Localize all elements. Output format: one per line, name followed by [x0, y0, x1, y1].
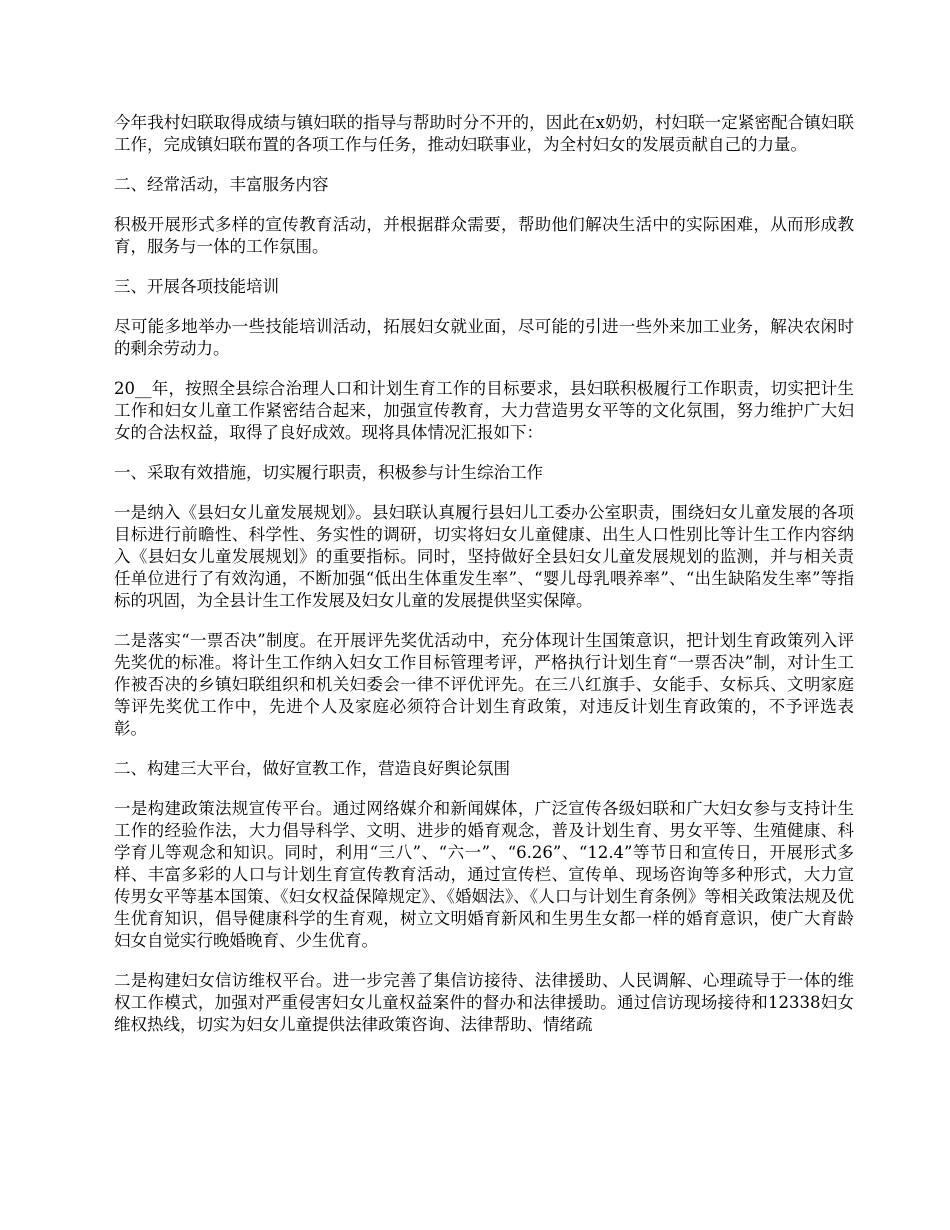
paragraph-activities: 积极开展形式多样的宣传教育活动，并根据群众需要，帮助他们解决生活中的实际困难，从而形成教育，服务与一体的工作氛围。	[114, 215, 854, 256]
paragraph-intro-conclusion: 今年我村妇联取得成绩与镇妇联的指导与帮助时分不开的，因此在x奶奶，村妇联一定紧密配合镇妇联工作，完成镇妇联布置的各项工作与任务，推动妇联事业，为全村妇女的发展贡献自己的力量。	[114, 113, 854, 154]
paragraph-development-plan: 一是纳入《县妇女儿童发展规划》。县妇联认真履行县妇儿工委办公室职责，围绕妇女儿童发展的各项目标进行前瞻性、科学性、务实性的调研，切实将妇女儿童健康、出生人口性别比等计生工作内容纳入《县妇女儿童发展规划》的重要指标。同时，坚持做好全县妇女儿童发展规划的监测，并与相关责任单位进行了有效沟通，不断加强“低出生体重发生率”、“婴儿母乳喂养率”、“出生缺陷发生率”等指标的巩固，为全县计生工作发展及妇女儿童的发展提供坚实保障。	[114, 503, 854, 610]
document-body	[114, 112, 854, 1036]
paragraph-rights-platform: 二是构建妇女信访维权平台。进一步完善了集信访接待、法律援助、人民调解、心理疏导于一体的维权工作模式，加强对严重侵害妇女儿童权益案件的督办和法律援助。通过信访现场接待和12338妇女维权热线，切实为妇女儿童提供法律政策咨询、法律帮助、情绪疏	[114, 971, 854, 1034]
section-heading-activities: 二、经常活动，丰富服务内容	[114, 175, 329, 194]
paragraph-training: 尽可能多地举办一些技能培训活动，拓展妇女就业面，尽可能的引进一些外来加工业务，解决农闲时的剩余劳动力。	[114, 317, 854, 358]
paragraph-report-intro: 20__年，按照全县综合治理人口和计划生育工作的目标要求，县妇联积极履行工作职责，切实把计生工作和妇女儿童工作紧密结合起来，加强宣传教育，大力营造男女平等的文化氛围，努力维护广大妇女的合法权益，取得了良好成效。现将具体情况汇报如下：	[114, 379, 854, 442]
section-heading-platforms: 二、构建三大平台，做好宣教工作，营造良好舆论氛围	[114, 759, 510, 778]
paragraph-veto-system: 二是落实“一票否决”制度。在开展评先奖优活动中，充分体现计生国策意识，把计划生育政策列入评先奖优的标准。将计生工作纳入妇女工作目标管理考评，严格执行计划生育“一票否决”制，对计生工作被否决的乡镇妇联组织和机关妇委会一律不评优评先。在三八红旗手、女能手、女标兵、文明家庭等评先奖优工作中，先进个人及家庭必须符合计划生育政策，对违反计划生育政策的，不予评选表彰。	[114, 631, 854, 738]
paragraph-policy-platform: 一是构建政策法规宣传平台。通过网络媒介和新闻媒体，广泛宣传各级妇联和广大妇女参与支持计生工作的经验作法，大力倡导科学、文明、进步的婚育观念，普及计划生育、男女平等、生殖健康、科学育儿等观念和知识。同时，利用“三八”、“六一”、“6.26”、“12.4”等节日和宣传日，开展形式多样、丰富多彩的人口与计划生育宣传教育活动，通过宣传栏、宣传单、现场咨询等多种形式，大力宣传男女平等基本国策、《妇女权益保障规定》、《婚姻法》、《人口与计划生育条例》等相关政策法规及优生优育知识，倡导健康科学的生育观，树立文明婚育新风和生男生女都一样的婚育意识，使广大育龄妇女自觉实行晚婚晚育、少生优育。	[114, 799, 854, 950]
section-heading-training: 三、开展各项技能培训	[114, 277, 279, 296]
section-heading-measures: 一、采取有效措施，切实履行职责，积极参与计生综治工作	[114, 463, 543, 482]
